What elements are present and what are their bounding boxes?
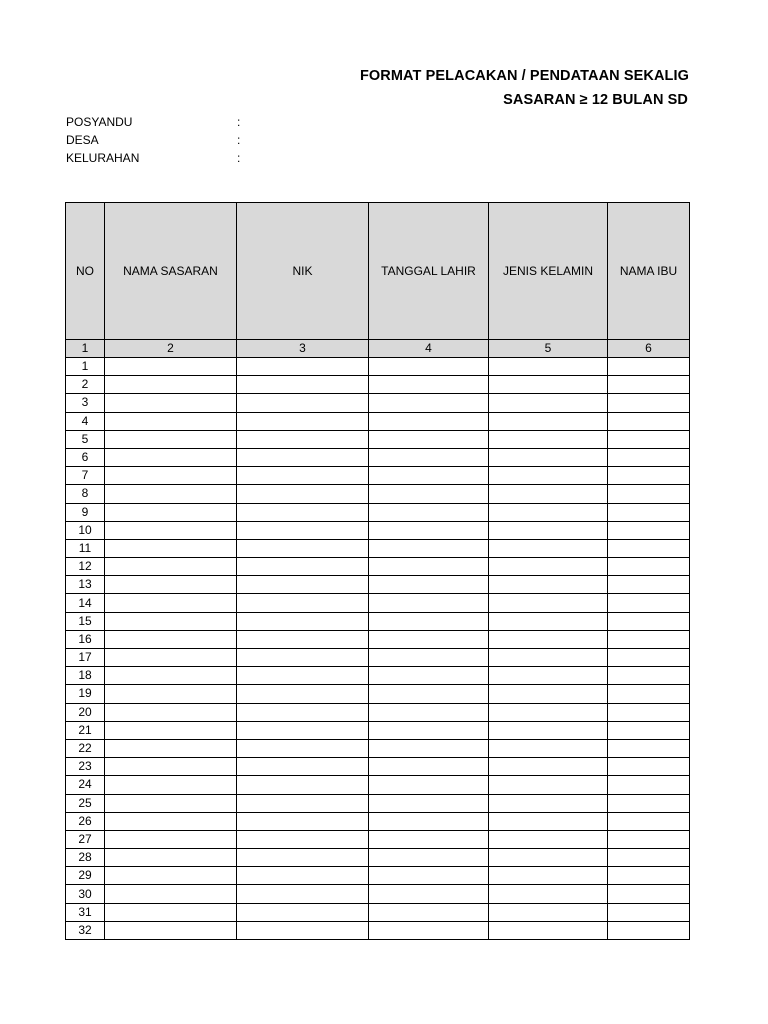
row-number: 31 (66, 903, 105, 921)
cell-tanggal-lahir (369, 412, 489, 430)
cell-nama-ibu (608, 467, 690, 485)
cell-tanggal-lahir (369, 630, 489, 648)
cell-tanggal-lahir (369, 358, 489, 376)
cell-nik (237, 376, 369, 394)
data-table (65, 202, 690, 940)
cell-tanggal-lahir (369, 394, 489, 412)
row-number: 4 (66, 412, 105, 430)
field-colon: : (237, 115, 241, 129)
cell-jenis-kelamin (489, 903, 608, 921)
cell-nama-ibu (608, 812, 690, 830)
cell-nik (237, 467, 369, 485)
cell-nik (237, 739, 369, 757)
cell-nama-sasaran (105, 430, 237, 448)
cell-nik (237, 430, 369, 448)
cell-nik (237, 521, 369, 539)
cell-nama-sasaran (105, 376, 237, 394)
cell-nama-sasaran (105, 503, 237, 521)
cell-nik (237, 903, 369, 921)
header-no: NO (66, 203, 105, 340)
cell-jenis-kelamin (489, 703, 608, 721)
cell-nama-sasaran (105, 630, 237, 648)
cell-tanggal-lahir (369, 576, 489, 594)
cell-nama-sasaran (105, 358, 237, 376)
table-row (66, 758, 690, 776)
table-row (66, 467, 690, 485)
cell-nama-ibu (608, 921, 690, 939)
table-row (66, 394, 690, 412)
row-number: 14 (66, 594, 105, 612)
cell-nama-sasaran (105, 885, 237, 903)
column-number: 6 (608, 340, 690, 358)
table-row (66, 649, 690, 667)
cell-nama-ibu (608, 358, 690, 376)
cell-nama-sasaran (105, 758, 237, 776)
cell-tanggal-lahir (369, 649, 489, 667)
cell-nama-ibu (608, 394, 690, 412)
form-title-line1: FORMAT PELACAKAN / PENDATAAN SEKALIG (359, 68, 689, 84)
cell-tanggal-lahir (369, 849, 489, 867)
table-row (66, 485, 690, 503)
cell-nama-sasaran (105, 903, 237, 921)
table-row (66, 830, 690, 848)
cell-jenis-kelamin (489, 394, 608, 412)
cell-nama-ibu (608, 630, 690, 648)
row-number: 3 (66, 394, 105, 412)
table-row (66, 576, 690, 594)
cell-jenis-kelamin (489, 921, 608, 939)
row-number: 17 (66, 649, 105, 667)
cell-nama-ibu (608, 685, 690, 703)
cell-jenis-kelamin (489, 758, 608, 776)
cell-nama-ibu (608, 830, 690, 848)
column-number-row (66, 340, 690, 358)
cell-tanggal-lahir (369, 885, 489, 903)
table-row (66, 885, 690, 903)
row-number: 6 (66, 448, 105, 466)
table-row (66, 558, 690, 576)
table-row (66, 412, 690, 430)
table-row (66, 812, 690, 830)
cell-nama-ibu (608, 885, 690, 903)
cell-nik (237, 358, 369, 376)
row-number: 8 (66, 485, 105, 503)
cell-nik (237, 758, 369, 776)
cell-nama-sasaran (105, 867, 237, 885)
column-number: 4 (369, 340, 489, 358)
cell-jenis-kelamin (489, 649, 608, 667)
column-number: 5 (489, 340, 608, 358)
cell-nama-ibu (608, 721, 690, 739)
row-number: 29 (66, 867, 105, 885)
cell-nama-sasaran (105, 685, 237, 703)
field-colon: : (237, 133, 241, 147)
cell-nama-sasaran (105, 467, 237, 485)
table-row (66, 376, 690, 394)
cell-nik (237, 503, 369, 521)
cell-tanggal-lahir (369, 667, 489, 685)
table-row (66, 448, 690, 466)
cell-nik (237, 776, 369, 794)
row-number: 10 (66, 521, 105, 539)
cell-tanggal-lahir (369, 539, 489, 557)
cell-nama-sasaran (105, 576, 237, 594)
cell-nama-ibu (608, 776, 690, 794)
cell-jenis-kelamin (489, 376, 608, 394)
cell-nama-ibu (608, 612, 690, 630)
cell-nik (237, 394, 369, 412)
cell-jenis-kelamin (489, 885, 608, 903)
cell-tanggal-lahir (369, 867, 489, 885)
cell-jenis-kelamin (489, 612, 608, 630)
cell-jenis-kelamin (489, 576, 608, 594)
cell-nama-sasaran (105, 794, 237, 812)
cell-nik (237, 867, 369, 885)
cell-jenis-kelamin (489, 867, 608, 885)
cell-jenis-kelamin (489, 467, 608, 485)
row-number: 32 (66, 921, 105, 939)
table-row (66, 703, 690, 721)
header-nik: NIK (237, 203, 369, 340)
cell-nama-ibu (608, 376, 690, 394)
cell-tanggal-lahir (369, 758, 489, 776)
table-row (66, 521, 690, 539)
table-row (66, 849, 690, 867)
cell-nama-sasaran (105, 721, 237, 739)
cell-nik (237, 576, 369, 594)
cell-nama-ibu (608, 539, 690, 557)
column-number: 2 (105, 340, 237, 358)
table-row (66, 430, 690, 448)
cell-nama-ibu (608, 558, 690, 576)
cell-tanggal-lahir (369, 612, 489, 630)
cell-nik (237, 558, 369, 576)
cell-nama-ibu (608, 503, 690, 521)
row-number: 20 (66, 703, 105, 721)
cell-nama-sasaran (105, 521, 237, 539)
cell-tanggal-lahir (369, 794, 489, 812)
cell-nik (237, 649, 369, 667)
cell-jenis-kelamin (489, 485, 608, 503)
table-row (66, 739, 690, 757)
cell-nama-ibu (608, 412, 690, 430)
cell-nama-ibu (608, 430, 690, 448)
cell-nama-ibu (608, 849, 690, 867)
field-colon: : (237, 151, 241, 165)
field-label: POSYANDU (66, 115, 133, 129)
cell-nik (237, 703, 369, 721)
cell-nik (237, 539, 369, 557)
table-row (66, 921, 690, 939)
cell-jenis-kelamin (489, 630, 608, 648)
cell-nama-ibu (608, 794, 690, 812)
cell-nama-ibu (608, 903, 690, 921)
cell-nama-ibu (608, 594, 690, 612)
cell-tanggal-lahir (369, 703, 489, 721)
cell-jenis-kelamin (489, 812, 608, 830)
column-number: 1 (66, 340, 105, 358)
cell-jenis-kelamin (489, 685, 608, 703)
cell-tanggal-lahir (369, 430, 489, 448)
row-number: 25 (66, 794, 105, 812)
row-number: 22 (66, 739, 105, 757)
row-number: 5 (66, 430, 105, 448)
cell-nik (237, 849, 369, 867)
cell-nama-ibu (608, 521, 690, 539)
cell-nama-sasaran (105, 539, 237, 557)
cell-jenis-kelamin (489, 721, 608, 739)
table-row (66, 903, 690, 921)
header-nama-ibu: NAMA IBU (608, 203, 690, 340)
cell-nik (237, 921, 369, 939)
cell-tanggal-lahir (369, 485, 489, 503)
cell-nama-sasaran (105, 594, 237, 612)
field-posyandu (66, 113, 266, 131)
field-desa (66, 131, 266, 149)
cell-jenis-kelamin (489, 412, 608, 430)
cell-nama-sasaran (105, 739, 237, 757)
table-row (66, 776, 690, 794)
cell-tanggal-lahir (369, 467, 489, 485)
cell-nama-sasaran (105, 812, 237, 830)
cell-nama-ibu (608, 867, 690, 885)
cell-tanggal-lahir (369, 594, 489, 612)
cell-jenis-kelamin (489, 358, 608, 376)
cell-tanggal-lahir (369, 921, 489, 939)
row-number: 1 (66, 358, 105, 376)
table-row (66, 667, 690, 685)
row-number: 7 (66, 467, 105, 485)
cell-nama-sasaran (105, 485, 237, 503)
row-number: 21 (66, 721, 105, 739)
cell-nama-sasaran (105, 830, 237, 848)
cell-jenis-kelamin (489, 594, 608, 612)
cell-jenis-kelamin (489, 667, 608, 685)
cell-nama-ibu (608, 758, 690, 776)
cell-nik (237, 630, 369, 648)
row-number: 26 (66, 812, 105, 830)
cell-jenis-kelamin (489, 794, 608, 812)
header-nama-sasaran: NAMA SASARAN (105, 203, 237, 340)
table-row (66, 794, 690, 812)
cell-tanggal-lahir (369, 903, 489, 921)
cell-nama-ibu (608, 703, 690, 721)
row-number: 13 (66, 576, 105, 594)
table-body (66, 358, 690, 940)
cell-tanggal-lahir (369, 448, 489, 466)
cell-nama-sasaran (105, 776, 237, 794)
cell-nama-sasaran (105, 921, 237, 939)
row-number: 30 (66, 885, 105, 903)
identity-fields (66, 113, 266, 167)
cell-jenis-kelamin (489, 739, 608, 757)
cell-nama-ibu (608, 576, 690, 594)
cell-nama-sasaran (105, 448, 237, 466)
cell-nama-sasaran (105, 612, 237, 630)
row-number: 27 (66, 830, 105, 848)
table-row (66, 630, 690, 648)
cell-tanggal-lahir (369, 812, 489, 830)
table-row (66, 503, 690, 521)
row-number: 19 (66, 685, 105, 703)
field-kelurahan (66, 149, 266, 167)
cell-nik (237, 794, 369, 812)
cell-nama-sasaran (105, 558, 237, 576)
cell-nik (237, 594, 369, 612)
field-label: DESA (66, 133, 99, 147)
cell-nik (237, 412, 369, 430)
row-number: 18 (66, 667, 105, 685)
cell-tanggal-lahir (369, 558, 489, 576)
table-row (66, 721, 690, 739)
cell-nama-ibu (608, 739, 690, 757)
cell-jenis-kelamin (489, 849, 608, 867)
cell-jenis-kelamin (489, 776, 608, 794)
cell-jenis-kelamin (489, 558, 608, 576)
cell-tanggal-lahir (369, 521, 489, 539)
cell-tanggal-lahir (369, 503, 489, 521)
table-row (66, 539, 690, 557)
cell-jenis-kelamin (489, 503, 608, 521)
cell-nama-ibu (608, 485, 690, 503)
cell-jenis-kelamin (489, 448, 608, 466)
cell-nik (237, 667, 369, 685)
cell-nama-sasaran (105, 394, 237, 412)
cell-tanggal-lahir (369, 830, 489, 848)
cell-nama-sasaran (105, 412, 237, 430)
cell-jenis-kelamin (489, 521, 608, 539)
cell-tanggal-lahir (369, 376, 489, 394)
cell-nik (237, 830, 369, 848)
cell-nama-sasaran (105, 703, 237, 721)
cell-nama-sasaran (105, 849, 237, 867)
cell-tanggal-lahir (369, 685, 489, 703)
cell-nama-ibu (608, 448, 690, 466)
table-row (66, 612, 690, 630)
cell-nama-ibu (608, 649, 690, 667)
table-row (66, 358, 690, 376)
table-header-row (66, 203, 690, 340)
cell-tanggal-lahir (369, 721, 489, 739)
header-tanggal-lahir: TANGGAL LAHIR (369, 203, 489, 340)
cell-nik (237, 685, 369, 703)
field-label: KELURAHAN (66, 151, 140, 165)
column-number: 3 (237, 340, 369, 358)
row-number: 16 (66, 630, 105, 648)
cell-jenis-kelamin (489, 830, 608, 848)
cell-nik (237, 812, 369, 830)
row-number: 2 (66, 376, 105, 394)
header-jenis-kelamin: JENIS KELAMIN (489, 203, 608, 340)
cell-jenis-kelamin (489, 539, 608, 557)
cell-nik (237, 612, 369, 630)
row-number: 9 (66, 503, 105, 521)
cell-nama-sasaran (105, 649, 237, 667)
table-row (66, 594, 690, 612)
table-row (66, 685, 690, 703)
cell-nik (237, 485, 369, 503)
cell-nik (237, 885, 369, 903)
row-number: 28 (66, 849, 105, 867)
row-number: 15 (66, 612, 105, 630)
cell-tanggal-lahir (369, 739, 489, 757)
cell-nik (237, 721, 369, 739)
form-title-line2: SASARAN ≥ 12 BULAN SD (503, 92, 688, 108)
table-row (66, 867, 690, 885)
row-number: 23 (66, 758, 105, 776)
cell-nik (237, 448, 369, 466)
row-number: 12 (66, 558, 105, 576)
cell-jenis-kelamin (489, 430, 608, 448)
row-number: 24 (66, 776, 105, 794)
cell-nama-ibu (608, 667, 690, 685)
cell-nama-sasaran (105, 667, 237, 685)
row-number: 11 (66, 539, 105, 557)
cell-tanggal-lahir (369, 776, 489, 794)
